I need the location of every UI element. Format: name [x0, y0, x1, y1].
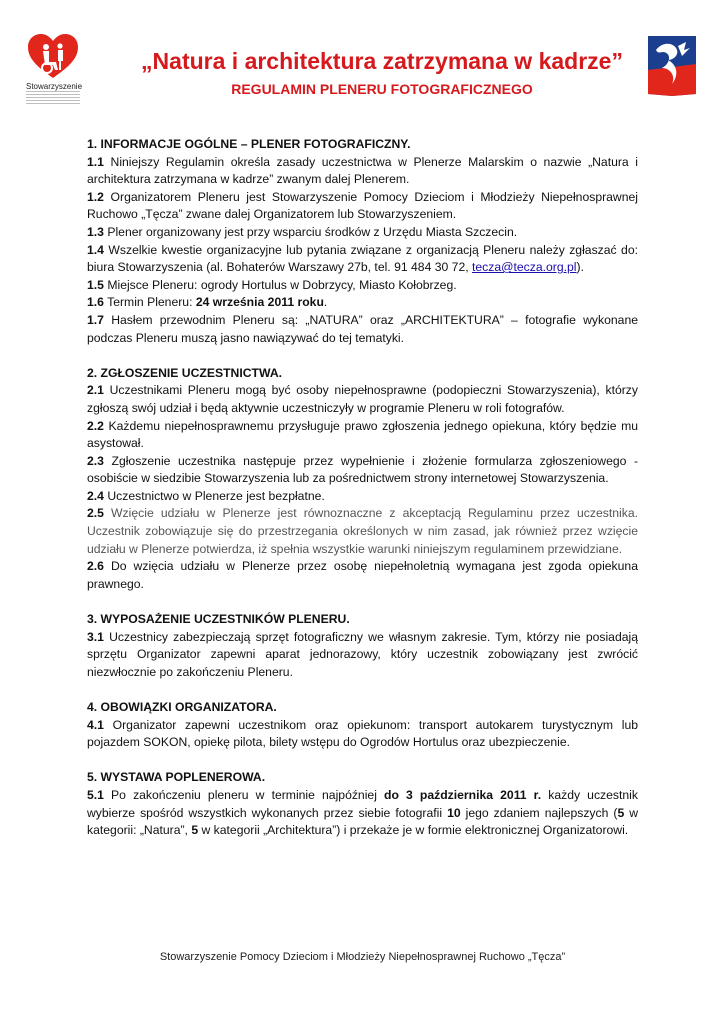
section-heading: 1. INFORMACJE OGÓLNE – PLENER FOTOGRAFICZNY. [87, 137, 411, 151]
section-heading: 5. WYSTAWA POPLENEROWA. [87, 770, 266, 785]
clause: 2.5 Wzięcie udziału w Plenerze jest równoznaczne z akceptacją Regulaminu przez uczestnika. Uczestnik zobowiązuje się do przestrzegania określonych w nim zasad, jak również przez wzięcie udziału w Plenerze potwierdza, iż spełnia wszystkie warunki niniejszym regulaminem przewidziane. [87, 506, 638, 556]
clause: 5.1 Po zakończeniu pleneru w terminie najpóźniej do 3 października 2011 r. każdy uczestnik wybierze spośród wszystkich wykonanych przez siebie fotografii 10 jego zdaniem najlepszych (5 w kategorii: „Natura”, 5 w kategorii „Architektura”) i przekaże je w formie elektronicznej Organizatorowi. [87, 787, 639, 838]
clause: 2.3 Zgłoszenie uczestnika następuje przez wypełnienie i złożenie formularza zgłoszeniowego - osobiście w siedzibie Stowarzyszenia lub za pośrednictwem strony internetowej Stowarzyszenia. [87, 453, 638, 486]
clause: 2.2 Każdemu niepełnosprawnemu przysługuje prawo zgłoszenia jednego opiekuna, który będzie mu asystował. [87, 418, 638, 451]
clause: 1.4 Wszelkie kwestie organizacyjne lub pytania związane z organizacją Pleneru należy zgłaszać do: biura Stowarzyszenia (al. Bohaterów Warszawy 27b, tel. 91 484 30 72, tecza@tecza.org.pl). [87, 242, 638, 275]
heart-logo-icon [26, 32, 80, 82]
clause: 2.6 Do wzięcia udziału w Plenerze przez osobę niepełnoletnią wymagana jest zgoda opiekuna prawnego. [87, 559, 638, 591]
clause: 4.1 Organizator zapewni uczestnikom oraz opiekunom: transport autokarem turystycznym lub pojazdem SOKON, opiekę pilota, bilety wstępu do Ogrodów Hortulus oraz ubezpieczenie. [87, 717, 638, 750]
logo-fine-print [26, 91, 80, 105]
regulation-body [87, 136, 638, 840]
email-link[interactable]: tecza@tecza.org.pl [472, 260, 577, 275]
document-title: „Natura i architektura zatrzymana w kadrze” [141, 48, 623, 74]
clause: 2.1 Uczestnikami Pleneru mogą być osoby niepełnosprawne (podopieczni Stowarzyszenia), którzy zgłoszą swój udział i będą aktywnie uczestniczyły w programie Pleneru w roli fotografów. [87, 383, 638, 415]
section-heading: 2. ZGŁOSZENIE UCZESTNICTWA. [87, 365, 283, 380]
logo-label: Stowarzyszenie [26, 82, 83, 91]
clause: 1.5 Miejsce Pleneru: ogrody Hortulus w Dobrzycy, Miasto Kołobrzeg. [87, 277, 457, 292]
clause: 3.1 Uczestnicy zabezpieczają sprzęt fotograficzny we własnym zakresie. Tym, którzy nie posiadają sprzętu Organizator zapewni aparat jednorazowy, który uczestnik zobowiązany jest zwrócić niezwłocznie po zakończeniu Pleneru. [87, 629, 638, 679]
clause: 2.4 Uczestnictwo w Plenerze jest bezpłatne. [87, 488, 325, 503]
section-heading: 3. WYPOSAŻENIE UCZESTNIKÓW PLENERU. [87, 612, 350, 627]
section-heading: 4. OBOWIĄZKI ORGANIZATORA. [87, 700, 277, 714]
clause: 1.2 Organizatorem Pleneru jest Stowarzyszenie Pomocy Dzieciom i Młodzieży Niepełnosprawnej Ruchowo „Tęcza” zwane dalej Organizatorem lub Stowarzyszeniem. [87, 189, 638, 222]
clause: 1.6 Termin Pleneru: 24 września 2011 roku. [87, 295, 328, 310]
document-subtitle: REGULAMIN PLENERU FOTOGRAFICZNEGO [231, 81, 533, 97]
clause: 1.3 Plener organizowany jest przy wsparciu środków z Urzędu Miasta Szczecin. [87, 224, 518, 239]
clause: 1.7 Hasłem przewodnim Pleneru są: „NATURA” oraz „ARCHITEKTURA” – fotografie wykonane podczas Pleneru muszą jasno nawiązywać do tej tematyki. [87, 312, 638, 345]
page-footer: Stowarzyszenie Pomocy Dzieciom i Młodzieży Niepełnosprawnej Ruchowo „Tęcza” [159, 951, 566, 963]
clause: 1.1 Niniejszy Regulamin określa zasady uczestnictwa w Plenerze Malarskim o nazwie „Natura i architektura zatrzymana w kadrze” zwanym dalej Plenerem. [87, 154, 638, 187]
organization-logo [26, 32, 83, 106]
